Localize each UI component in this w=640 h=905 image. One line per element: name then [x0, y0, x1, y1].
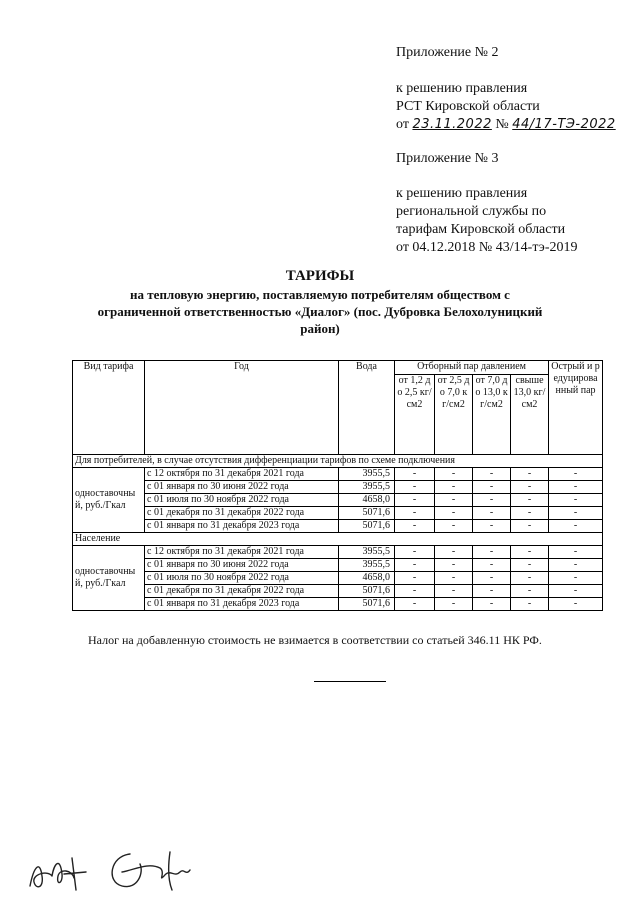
steam-4-value: - [511, 468, 549, 481]
decision-line-4: региональной службы по [396, 204, 547, 219]
water-value: 5071,6 [339, 585, 395, 598]
steam-1-value: - [395, 572, 435, 585]
steam-2-value: - [435, 520, 473, 533]
tariff-type-cell: одноставочный, руб./Гкал [73, 546, 145, 611]
water-value: 5071,6 [339, 520, 395, 533]
period-cell: с 01 июля по 30 ноября 2022 года [145, 494, 339, 507]
decision-line-6: от 04.12.2018 № 43/14-тэ-2019 [396, 240, 578, 255]
header-steam-2: от 2,5 до 7,0 кг/см2 [435, 375, 473, 455]
period-cell: с 01 июля по 30 ноября 2022 года [145, 572, 339, 585]
steam-1-value: - [395, 546, 435, 559]
document-title: ТАРИФЫ [285, 268, 355, 284]
steam-4-value: - [511, 572, 549, 585]
water-value: 5071,6 [339, 598, 395, 611]
signature-1 [22, 846, 102, 896]
period-cell: с 01 января по 31 декабря 2023 года [145, 520, 339, 533]
steam-2-value: - [435, 494, 473, 507]
sharp-steam-value: - [549, 572, 603, 585]
appendix-2-label: Приложение № 2 [396, 45, 499, 60]
header-tariff-type: Вид тарифа [73, 361, 145, 455]
steam-2-value: - [435, 559, 473, 572]
from-prefix: от [396, 117, 409, 132]
section-label-population: Население [73, 533, 603, 546]
separator-rule [314, 681, 386, 682]
sharp-steam-value: - [549, 598, 603, 611]
period-cell: с 12 октября по 31 декабря 2021 года [145, 468, 339, 481]
water-value: 3955,5 [339, 468, 395, 481]
period-cell: с 01 декабря по 31 декабря 2022 года [145, 585, 339, 598]
header-steam-4: свыше 13,0 кг/см2 [511, 375, 549, 455]
period-cell: с 12 октября по 31 декабря 2021 года [145, 546, 339, 559]
header-steam-3: от 7,0 до 13,0 кг/см2 [473, 375, 511, 455]
tariff-type-cell: одноставочный, руб./Гкал [73, 468, 145, 533]
steam-4-value: - [511, 546, 549, 559]
steam-1-value: - [395, 507, 435, 520]
header-steam-1: от 1,2 до 2,5 кг/см2 [395, 375, 435, 455]
decision-line-1: к решению правления [396, 81, 528, 96]
water-value: 5071,6 [339, 507, 395, 520]
steam-3-value: - [473, 559, 511, 572]
sharp-steam-value: - [549, 585, 603, 598]
header-steam-group: Отборный пар давлением [395, 361, 549, 375]
number-sign: № [495, 117, 509, 132]
water-value: 3955,5 [339, 546, 395, 559]
decision-line-2: РСТ Кировской области [396, 99, 540, 114]
header-water: Вода [339, 361, 395, 455]
handwritten-date: 23.11.2022 [412, 117, 492, 132]
sharp-steam-value: - [549, 507, 603, 520]
steam-3-value: - [473, 546, 511, 559]
steam-1-value: - [395, 585, 435, 598]
period-cell: с 01 января по 30 июня 2022 года [145, 559, 339, 572]
appendix-3-label: Приложение № 3 [396, 151, 499, 166]
steam-2-value: - [435, 468, 473, 481]
steam-2-value: - [435, 507, 473, 520]
steam-3-value: - [473, 507, 511, 520]
sharp-steam-value: - [549, 468, 603, 481]
sharp-steam-value: - [549, 520, 603, 533]
decision-line-3: к решению правления [396, 186, 528, 201]
period-cell: с 01 января по 30 июня 2022 года [145, 481, 339, 494]
steam-3-value: - [473, 572, 511, 585]
period-cell: с 01 января по 31 декабря 2023 года [145, 598, 339, 611]
steam-2-value: - [435, 481, 473, 494]
sharp-steam-value: - [549, 481, 603, 494]
title-line-3: район) [300, 321, 340, 336]
steam-3-value: - [473, 468, 511, 481]
steam-3-value: - [473, 585, 511, 598]
steam-1-value: - [395, 598, 435, 611]
steam-4-value: - [511, 559, 549, 572]
steam-4-value: - [511, 507, 549, 520]
vat-note: Налог на добавленную стоимость не взимается в соответствии со статьей 346.11 НК РФ. [88, 633, 542, 647]
header-sharp-steam: Острый и редуцированный пар [549, 361, 603, 455]
steam-2-value: - [435, 546, 473, 559]
steam-2-value: - [435, 572, 473, 585]
steam-3-value: - [473, 520, 511, 533]
period-cell: с 01 декабря по 31 декабря 2022 года [145, 507, 339, 520]
steam-4-value: - [511, 598, 549, 611]
steam-4-value: - [511, 481, 549, 494]
water-value: 4658,0 [339, 572, 395, 585]
signature-2 [100, 842, 195, 897]
steam-3-value: - [473, 598, 511, 611]
sharp-steam-value: - [549, 559, 603, 572]
decision-line-5: тарифам Кировской области [396, 222, 566, 237]
steam-3-value: - [473, 481, 511, 494]
steam-4-value: - [511, 494, 549, 507]
handwritten-number: 44/17-ТЭ-2022 [512, 117, 616, 132]
steam-1-value: - [395, 520, 435, 533]
section-label-consumers: Для потребителей, в случае отсутствия дифференциации тарифов по схеме подключения [73, 455, 603, 468]
sharp-steam-value: - [549, 494, 603, 507]
water-value: 4658,0 [339, 494, 395, 507]
steam-4-value: - [511, 585, 549, 598]
title-line-1: на тепловую энергию, поставляемую потребителям обществом с [130, 287, 510, 302]
decision-date-line [396, 116, 616, 134]
header-year: Год [145, 361, 339, 455]
steam-1-value: - [395, 468, 435, 481]
tariffs-table [72, 360, 603, 611]
steam-1-value: - [395, 559, 435, 572]
sharp-steam-value: - [549, 546, 603, 559]
steam-1-value: - [395, 494, 435, 507]
steam-2-value: - [435, 598, 473, 611]
steam-3-value: - [473, 494, 511, 507]
steam-1-value: - [395, 481, 435, 494]
steam-4-value: - [511, 520, 549, 533]
steam-2-value: - [435, 585, 473, 598]
water-value: 3955,5 [339, 481, 395, 494]
water-value: 3955,5 [339, 559, 395, 572]
title-line-2: ограниченной ответственностью «Диалог» (пос. Дубровка Белохолуницкий [97, 304, 543, 319]
